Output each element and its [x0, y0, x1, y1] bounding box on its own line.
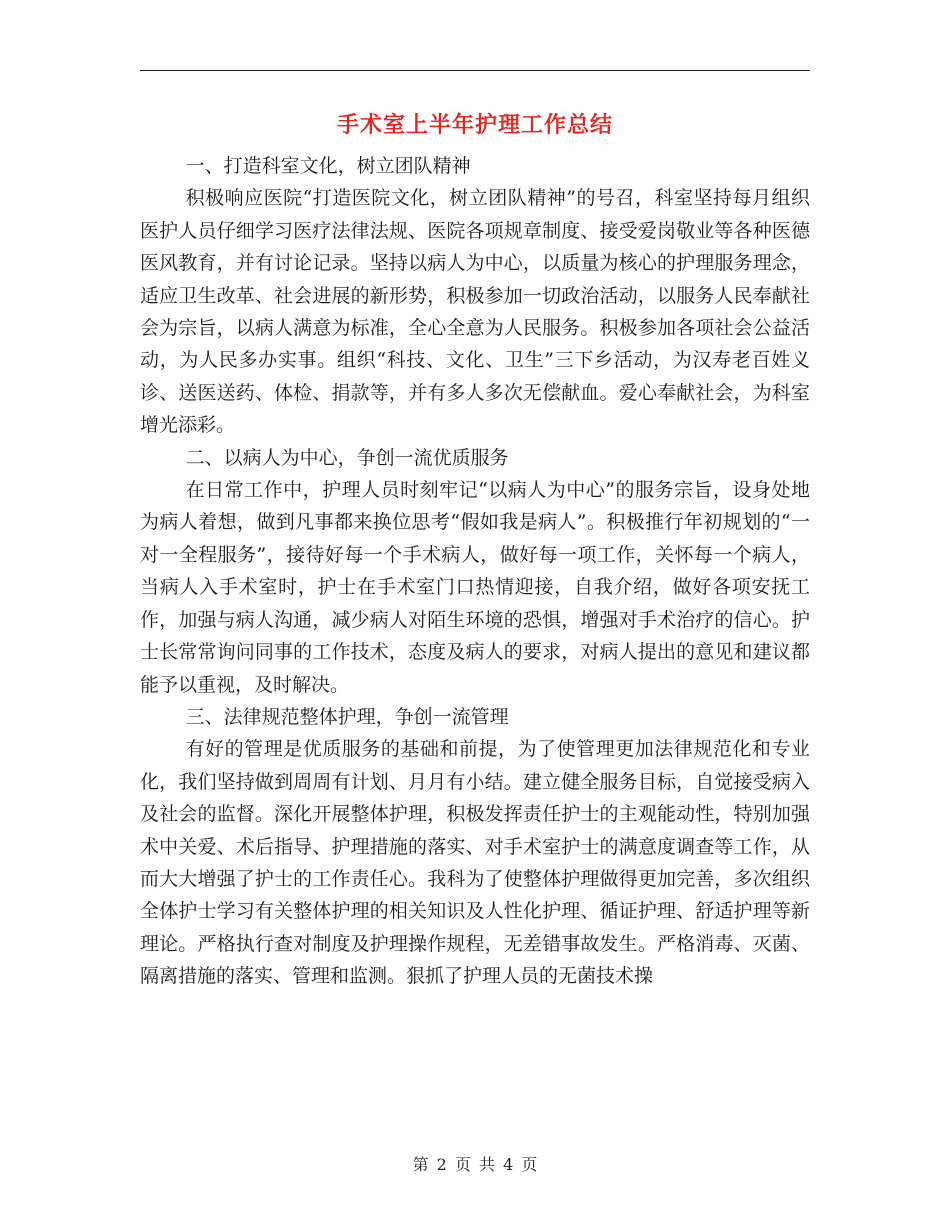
section-paragraph-1: 积极响应医院“打造医院文化，树立团队精神”的号召，科室坚持每月组织医护人员仔细学习医疗法律法规、医院各项规章制度、接受爱岗敬业等各种医德医风教育，并有讨论记录。坚持以病人为中心，以质量为核心的护理服务理念，适应卫生改革、社会进展的新形势，积极参加一切政治活动，以服务人民奉献社会为宗旨，以病人满意为标准，全心全意为人民服务。积极参加各项社会公益活动，为人民多办实事。组织“科技、文化、卫生”三下乡活动，为汉寿老百姓义诊、送医送药、体检、捐款等，并有多人多次无偿献血。爱心奉献社会，为科室增光添彩。 [140, 187, 810, 437]
document-body [140, 150, 810, 993]
section-heading-1: 一、打造科室文化，树立团队精神 [185, 155, 471, 177]
section-paragraph-2: 在日常工作中，护理人员时刻牢记“以病人为中心”的服务宗旨，设身处地为病人着想，做到凡事都来换位思考“假如我是病人”。积极推行年初规划的“一对一全程服务”，接待好每一个手术病人，做好每一项工作，关怀每一个病人，当病人入手术室时，护士在手术室门口热情迎接，自我介绍，做好各项安抚工作，加强与病人沟通，减少病人对陌生环境的恐惧，增强对手术治疗的信心。护士长常常询问同事的工作技术，态度及病人的要求，对病人提出的意见和建议都能予以重视，及时解决。 [140, 479, 810, 696]
header-rule [140, 70, 810, 71]
document-title: 手术室上半年护理工作总结 [336, 112, 613, 138]
section-heading-2: 二、以病人为中心，争创一流优质服务 [185, 446, 509, 469]
section-heading-3: 三、法律规范整体护理，争创一流管理 [185, 705, 509, 728]
page-number: 第 2 页 共 4 页 [412, 1155, 538, 1174]
section-paragraph-3: 有好的管理是优质服务的基础和前提，为了使管理更加法律规范化和专业化，我们坚持做到周周有计划、月月有小结。建立健全服务目标，自觉接受病入及社会的监督。深化开展整体护理，积极发挥责任护士的主观能动性，特别加强术中关爱、术后指导、护理措施的落实、对手术室护士的满意度调查等工作，从而大大增强了护士的工作责任心。我科为了使整体护理做得更加完善，多次组织全体护士学习有关整体护理的相关知识及人性化护理、循证护理、舒适护理等新理论。严格执行查对制度及护理操作规程，无差错事故发生。严格消毒、灭菌、隔离措施的落实、管理和监测。狠抓了护理人员的无菌技术操 [140, 738, 810, 988]
